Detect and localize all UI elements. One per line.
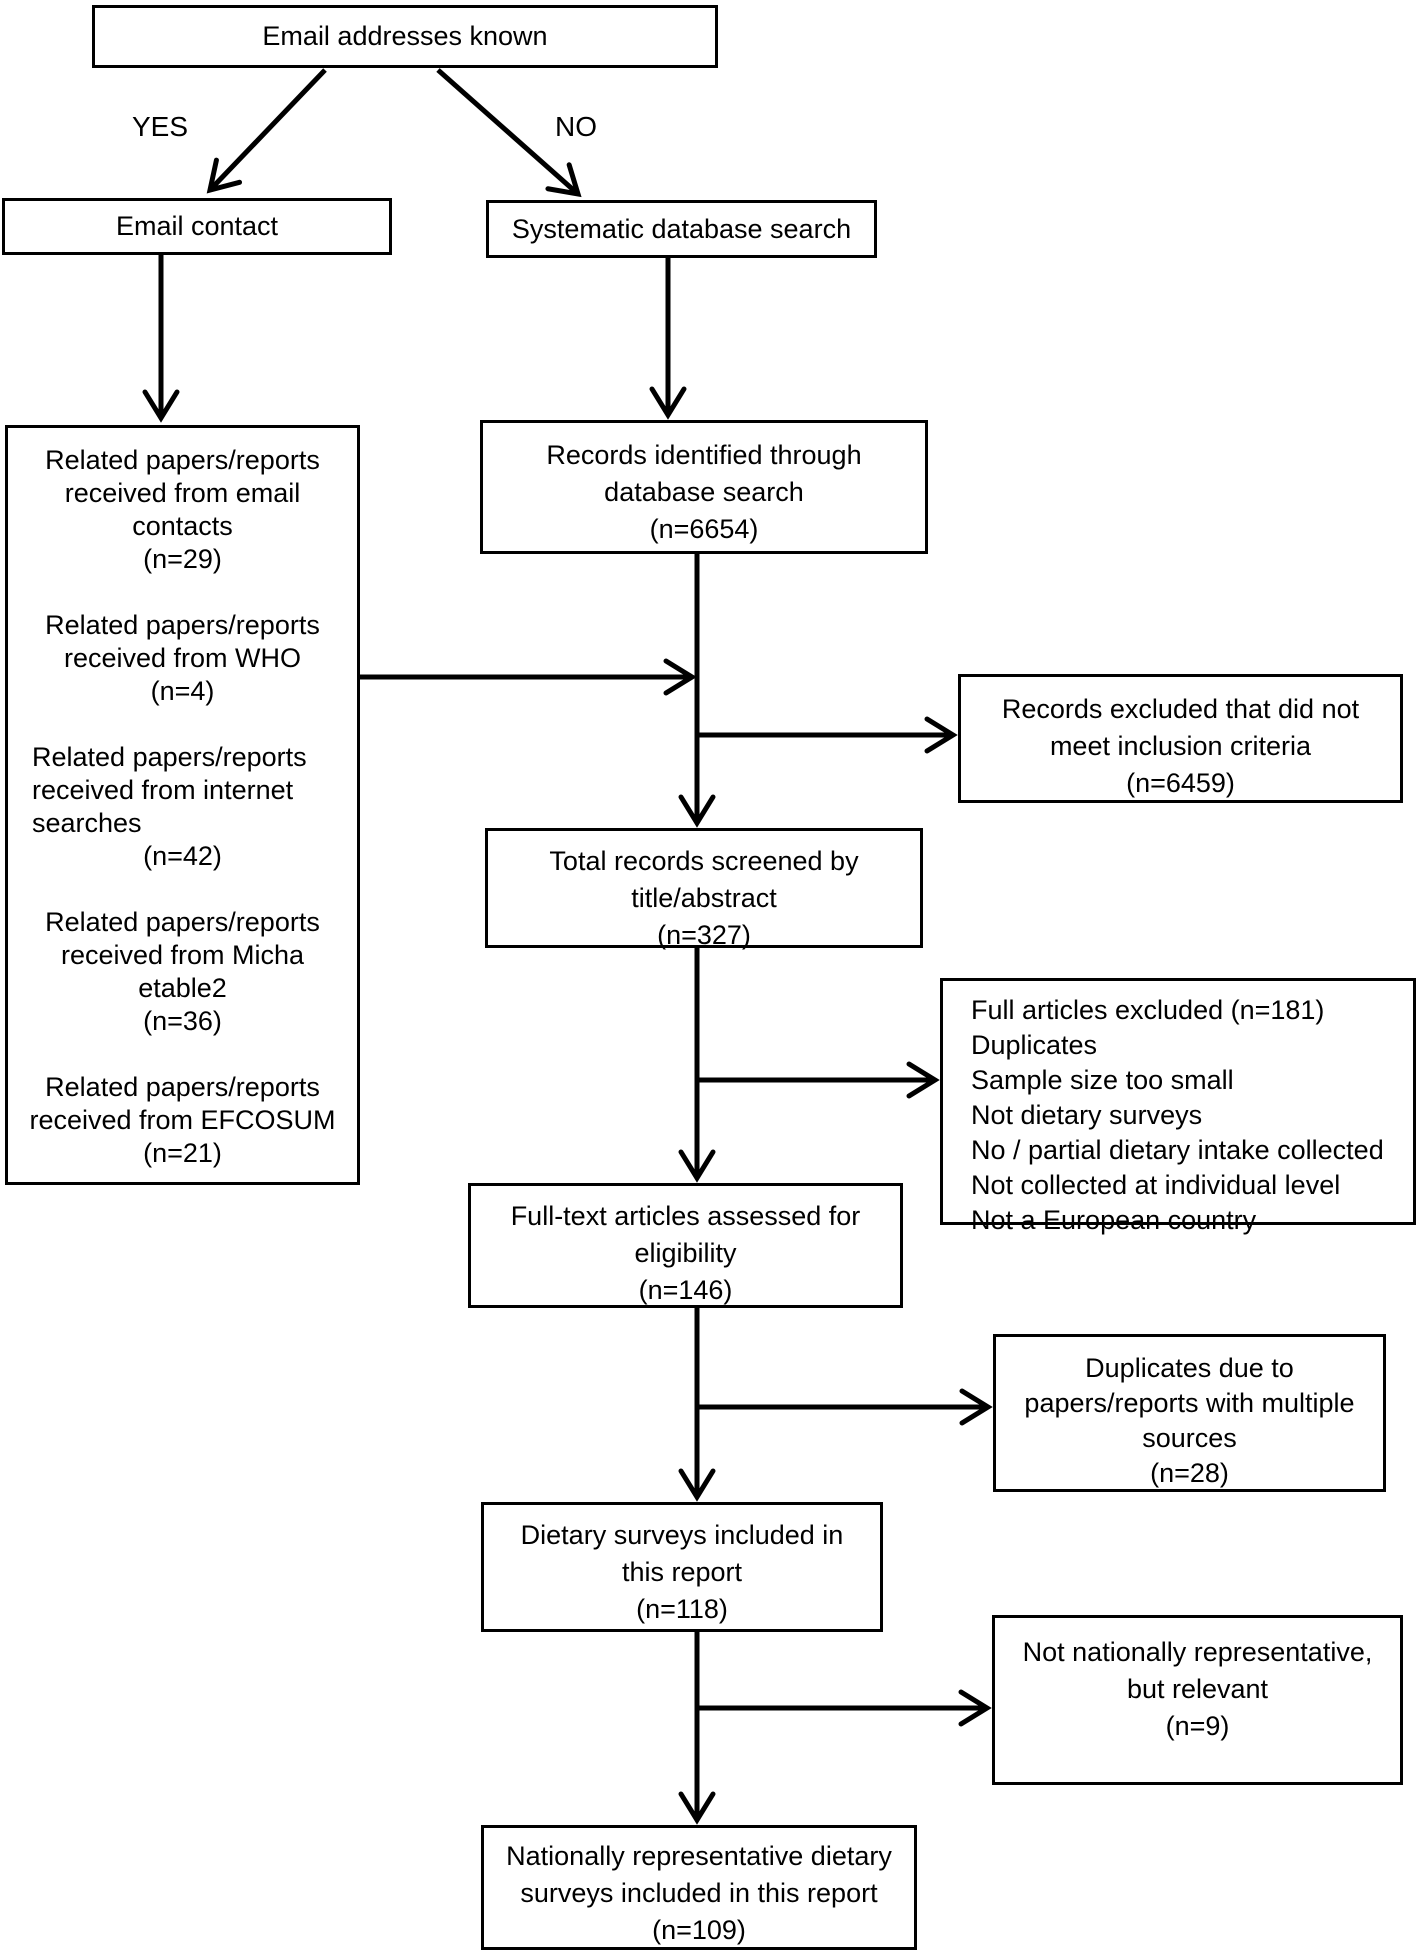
source-entry-efcosum: [8, 1071, 357, 1170]
systematic-database-search-box: Systematic database search: [486, 200, 877, 258]
source-entry-text: Related papers/reports received from internet searches: [32, 742, 307, 838]
full-articles-excluded-box: Full articles excluded (n=181) Duplicates Sample size too small Not dietary surveys No / partial dietary intake collected Not collected at individual level Not a European country: [940, 978, 1416, 1225]
source-entry-text: Related papers/reports received from EFCOSUM: [29, 1072, 336, 1135]
source-entry-count: (n=29): [143, 544, 222, 574]
source-entry-count: (n=21): [143, 1138, 222, 1168]
source-entry-email-contacts: [8, 444, 357, 576]
not-nationally-representative-box: Not nationally representative, but relevant (n=9): [992, 1615, 1403, 1785]
source-entry-text: Related papers/reports received from Micha etable2: [45, 907, 320, 1003]
source-entry-text: Related papers/reports received from WHO: [45, 610, 320, 673]
yes-label: YES: [132, 111, 189, 142]
related-papers-sources-box: [5, 425, 360, 1185]
records-excluded-box: Records excluded that did not meet inclusion criteria (n=6459): [958, 674, 1403, 803]
source-entry-text: Related papers/reports received from email contacts: [45, 445, 320, 541]
full-text-assessed-box: Full-text articles assessed for eligibility (n=146): [468, 1183, 903, 1308]
no-label: NO: [555, 111, 597, 142]
email-addresses-known-box: Email addresses known: [92, 5, 718, 68]
source-entry-count: (n=36): [143, 1006, 222, 1036]
source-entry-micha-etable2: [8, 906, 357, 1038]
source-entry-count: (n=4): [150, 676, 215, 706]
source-entry-internet-searches: [8, 741, 357, 873]
duplicates-multiple-sources-box: Duplicates due to papers/reports with multiple sources (n=28): [993, 1334, 1386, 1492]
source-entry-count: (n=42): [143, 841, 222, 871]
nationally-representative-included-box: Nationally representative dietary surveys included in this report (n=109): [481, 1825, 917, 1950]
dietary-surveys-included-box: Dietary surveys included in this report (n=118): [481, 1502, 883, 1632]
total-records-screened-box: Total records screened by title/abstract (n=327): [485, 828, 923, 948]
source-entry-who: [8, 609, 357, 708]
records-identified-box: Records identified through database search (n=6654): [480, 420, 928, 554]
email-contact-box: Email contact: [2, 198, 392, 255]
